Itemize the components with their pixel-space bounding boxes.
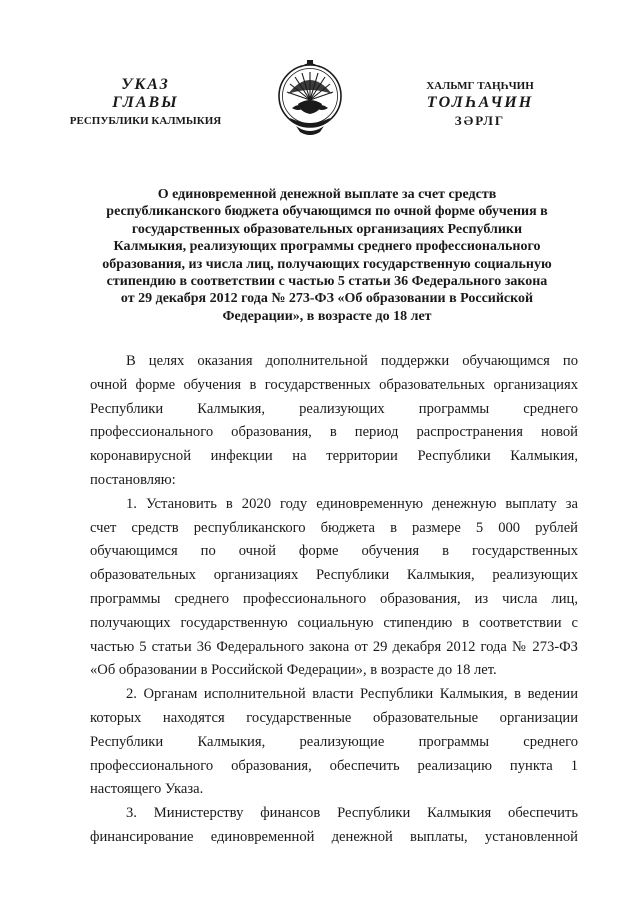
title-line: образования, из числа лиц, получающих государственную социальную bbox=[102, 256, 552, 272]
title-line: стипендию в соответствии с частью 5 статьи 36 Федерального закона bbox=[106, 274, 548, 290]
header-republic-label: РЕСПУБЛИКИ КАЛМЫКИЯ bbox=[69, 115, 222, 127]
header-head-label: ГЛАВЫ bbox=[112, 94, 179, 111]
body-line: которых находятся государственные образовательные организации bbox=[90, 709, 578, 726]
document-title bbox=[92, 186, 562, 325]
header-kalmyk-head-label: ТОЛҺАЧИН bbox=[426, 94, 534, 111]
body-line: очной форме обучения в государственных образовательных организациях bbox=[90, 376, 578, 393]
body-line: получающих государственную социальную стипендию в соответствии с bbox=[90, 614, 578, 631]
header-decree-label: УКАЗ bbox=[121, 76, 170, 93]
title-line: О единовременной денежной выплате за счет средств bbox=[157, 187, 497, 202]
body-line: коронавирусной инфекции на территории Республики Калмыкия, bbox=[90, 448, 578, 465]
title-line: Калмыкия, реализующих программы среднего профессионального bbox=[113, 239, 541, 255]
title-line: государственных образовательных организациях Республики bbox=[131, 221, 523, 237]
body-line: настоящего Указа. bbox=[90, 781, 204, 798]
document-body bbox=[90, 350, 578, 850]
body-line: частью 5 статьи 36 Федерального закона от 29 декабря 2012 года № 273-ФЗ bbox=[90, 638, 578, 655]
body-line: Республики Калмыкия, реализующих программы среднего bbox=[90, 400, 578, 417]
header-kalmyk-republic-label: ХАЛЬМГ ТАҢҺЧИН bbox=[426, 80, 534, 92]
body-line: В целях оказания дополнительной поддержки обучающимся по bbox=[126, 353, 578, 369]
header-right-kalmyk bbox=[405, 78, 555, 130]
body-line: «Об образовании в Российской Федерации», в возрасте до 18 лет. bbox=[90, 662, 497, 679]
body-line: финансирование единовременной денежной выплаты, установленной bbox=[90, 828, 578, 845]
body-line: постановляю: bbox=[90, 471, 176, 488]
title-line: Федерации», в возрасте до 18 лет bbox=[222, 308, 432, 324]
body-line: счет средств республиканского бюджета в размере 5 000 рублей bbox=[90, 519, 578, 536]
body-line: профессионального образования, в период распространения новой bbox=[90, 424, 578, 441]
body-line: программы среднего профессионального образования, из числа лиц, bbox=[90, 590, 578, 607]
body-line: профессионального образования, обеспечить реализацию пункта 1 bbox=[90, 757, 578, 774]
coat-of-arms-icon bbox=[276, 56, 344, 146]
body-line: 3. Министерству финансов Республики Калмыкия обеспечить bbox=[126, 805, 578, 822]
header-kalmyk-decree-label: ЗӘРЛГ bbox=[454, 113, 506, 128]
body-line: образовательных организациях Республики Калмыкия, реализующих bbox=[90, 567, 578, 584]
body-line: Республики Калмыкия, реализующие программы среднего bbox=[90, 733, 578, 750]
body-line: 2. Органам исполнительной власти Республики Калмыкия, в ведении bbox=[126, 686, 578, 703]
title-line: республиканского бюджета обучающимся по очной форме обучения в bbox=[106, 204, 548, 220]
title-line: от 29 декабря 2012 года № 273-ФЗ «Об образовании в Российской bbox=[120, 291, 534, 307]
body-line: 1. Установить в 2020 году единовременную денежную выплату за bbox=[126, 495, 578, 512]
header-left-russian bbox=[58, 76, 233, 129]
body-line: обучающимся по очной форме обучения в государственных bbox=[90, 543, 578, 560]
document-header bbox=[0, 0, 640, 150]
